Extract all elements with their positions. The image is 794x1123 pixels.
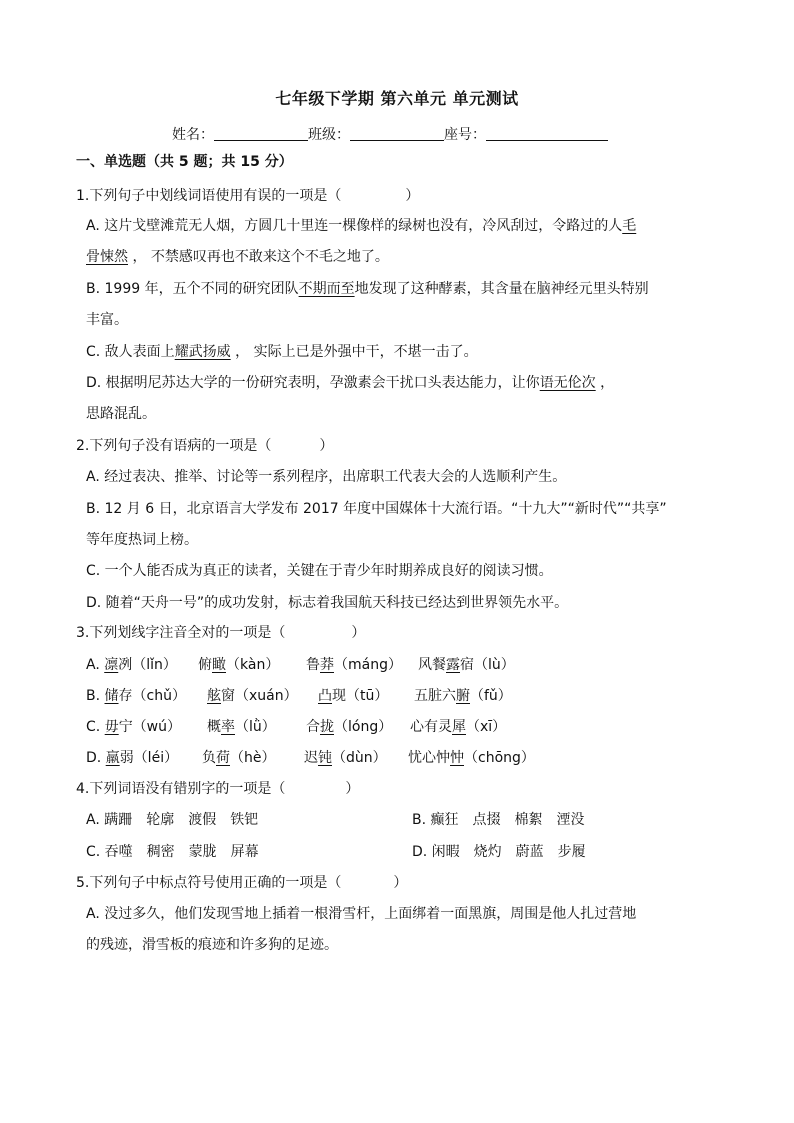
question-3-option-a-word-4 [418, 655, 515, 675]
question-4-stem-text: 4.下列词语没有错别字的一项是（ [76, 781, 286, 797]
section-heading: 一、单选题（共 5 题；共 15 分） [76, 154, 293, 170]
question-1-option-d[interactable] [86, 373, 614, 393]
option-text: （kàn） [226, 657, 280, 673]
seat-blank[interactable] [486, 126, 608, 141]
name-label: 姓名： [172, 127, 214, 143]
underlined-char: 瞰 [212, 657, 226, 673]
underlined-char: 舷 [207, 688, 221, 704]
option-text: 合 [306, 719, 320, 735]
option-text: B. 1999 年，五个不同的研究团队 [86, 281, 299, 297]
option-text: 窗（xuán） [221, 688, 298, 704]
question-3-option-a-word-3 [306, 655, 402, 675]
underlined-char: 腑 [456, 688, 470, 704]
option-text: 俯 [198, 657, 212, 673]
question-3-option-a-word-2 [198, 655, 279, 675]
question-3-option-c[interactable] [86, 717, 181, 737]
option-text: B. [86, 688, 105, 704]
page-title: 七年级下学期 第六单元 单元测试 [275, 89, 519, 108]
underlined-char: 凸 [318, 688, 332, 704]
underlined-char: 忡 [450, 750, 464, 766]
question-3-option-c-word-2 [207, 717, 276, 737]
question-3-option-a[interactable] [86, 655, 177, 675]
underlined-char: 犀 [452, 719, 466, 735]
question-2-option-d[interactable]: D. 随着“天舟一号”的成功发射，标志着我国航天科技已经达到世界领先水平。 [86, 595, 569, 611]
underlined-char: 荷 [216, 750, 230, 766]
option-text: C. [86, 719, 105, 735]
question-2-option-c[interactable]: C. 一个人能否成为真正的读者，关键在于青少年时期养成良好的阅读习惯。 [86, 563, 553, 579]
question-2-option-b[interactable]: B. 12 月 6 日，北京语言大学发布 2017 年度中国媒体十大流行语。“十九大”“新时代”“共享” [86, 501, 667, 517]
question-1-option-b[interactable] [86, 279, 649, 299]
underlined-char: 储 [104, 688, 119, 704]
question-4-stem [76, 779, 359, 799]
name-blank[interactable] [214, 126, 308, 141]
question-5-option-a[interactable]: A. 没过多久，他们发现雪地上插着一根滑雪杆，上面绑着一面黑旗，周围是他人扎过营地 [86, 906, 637, 922]
question-1-option-d-cont: 思路混乱。 [86, 406, 156, 422]
option-text: 冽（lǐn） [118, 657, 177, 673]
option-text: （lǜ） [235, 719, 276, 735]
class-blank[interactable] [350, 126, 444, 141]
underlined-char: 毋 [104, 719, 119, 735]
option-text: 鲁 [306, 657, 320, 673]
question-4-option-c[interactable]: C. 吞噬 稠密 蒙胧 屏幕 [86, 844, 259, 860]
class-label: 班级： [308, 127, 350, 143]
question-4-option-a[interactable]: A. 蹒跚 轮廓 渡假 铁钯 [86, 812, 259, 828]
option-text: （xī） [466, 719, 507, 735]
underlined-char: 凛 [104, 657, 119, 673]
underlined-word: 毛 [622, 218, 637, 234]
underlined-word: 耀武扬威 [174, 344, 231, 360]
question-3-option-d-word-3 [304, 748, 387, 768]
question-2-stem-text: 2.下列句子没有语病的一项是（ [76, 438, 272, 454]
option-text: 存（chǔ） [118, 688, 186, 704]
option-text: 负 [202, 750, 216, 766]
underlined-word: 骨悚然 [86, 249, 128, 265]
question-3-option-d-word-4 [408, 748, 535, 768]
option-text: （lóng） [334, 719, 393, 735]
option-text: ， 实际上已是外强中干，不堪一击了。 [230, 344, 478, 360]
question-4-option-d[interactable]: D. 闲暇 烧灼 蔚蓝 步履 [412, 844, 586, 860]
option-text: D. 根据明尼苏达大学的一份研究表明，孕激素会干扰口头表达能力，让你 [86, 375, 540, 391]
underlined-char: 羸 [105, 750, 120, 766]
underlined-word: 语无伦次 [539, 375, 596, 391]
question-4-close-paren: ） [345, 781, 360, 797]
option-text: 五脏六 [414, 688, 456, 704]
question-1-close-paren: ） [405, 188, 420, 204]
option-text: C. 敌人表面上 [86, 344, 175, 360]
question-1-option-a[interactable] [86, 216, 636, 236]
question-3-option-c-word-4 [410, 717, 506, 737]
option-text: A. [86, 657, 105, 673]
option-text: （dùn） [332, 750, 387, 766]
question-2-option-a[interactable]: A. 经过表决、推举、讨论等一系列程序，出席职工代表大会的人选顺利产生。 [86, 469, 567, 485]
question-2-option-b-cont: 等年度热词上榜。 [86, 532, 198, 548]
underlined-char: 钝 [318, 750, 332, 766]
option-text: ， 不禁感叹再也不敢来这个不毛之地了。 [128, 249, 389, 265]
question-5-stem [76, 873, 407, 893]
option-text: 宿（lù） [460, 657, 515, 673]
question-1-stem-text: 1.下列句子中划线词语使用有误的一项是（ [76, 188, 342, 204]
question-3-option-b-word-2 [207, 686, 298, 706]
option-text: 迟 [304, 750, 318, 766]
student-info-line [172, 124, 608, 144]
underlined-char: 拢 [320, 719, 334, 735]
option-text: （chōng） [464, 750, 535, 766]
option-text: A. 这片戈壁滩荒无人烟，方圆几十里连一棵像样的绿树也没有，冷风刮过，令路过的人 [86, 218, 623, 234]
option-text: 弱（léi） [119, 750, 179, 766]
seat-label: 座号： [444, 127, 486, 143]
underlined-char: 率 [221, 719, 235, 735]
question-3-stem-text: 3.下列划线字注音全对的一项是（ [76, 625, 286, 641]
option-text: 心有灵 [410, 719, 452, 735]
question-5-stem-text: 5.下列句子中标点符号使用正确的一项是（ [76, 875, 342, 891]
question-3-stem [76, 623, 365, 643]
option-text: 宁（wú） [118, 719, 182, 735]
option-text: 忧心忡 [408, 750, 450, 766]
question-4-option-b[interactable]: B. 癫狂 点掇 棉絮 湮没 [412, 812, 585, 828]
option-text: ， [595, 375, 615, 391]
question-3-option-b[interactable] [86, 686, 186, 706]
option-text: 风餐 [418, 657, 446, 673]
question-2-close-paren: ） [319, 438, 334, 454]
underlined-char: 莽 [320, 657, 334, 673]
option-text: 现（tū） [332, 688, 389, 704]
question-1-option-c[interactable] [86, 342, 478, 362]
question-1-stem [76, 186, 419, 206]
option-text: D. [86, 750, 106, 766]
question-5-option-a-cont: 的残迹，滑雪板的痕迹和许多狗的足迹。 [86, 937, 338, 953]
question-1-option-b-cont: 丰富。 [86, 312, 128, 328]
option-text: （hè） [230, 750, 276, 766]
question-3-close-paren: ） [351, 625, 366, 641]
question-3-option-d[interactable] [86, 748, 178, 768]
question-2-stem [76, 436, 333, 456]
underlined-char: 露 [446, 657, 460, 673]
question-1-option-a-cont [86, 247, 389, 267]
underlined-word: 不期而至 [298, 281, 355, 297]
question-3-option-d-word-2 [202, 748, 276, 768]
option-text: （fǔ） [470, 688, 512, 704]
question-3-option-b-word-3 [318, 686, 388, 706]
question-3-option-c-word-3 [306, 717, 392, 737]
option-text: 地发现了这种酵素，其含量在脑神经元里头特别 [354, 281, 649, 297]
question-3-option-b-word-4 [414, 686, 512, 706]
question-5-close-paren: ） [393, 875, 408, 891]
option-text: （máng） [334, 657, 402, 673]
option-text: 概 [207, 719, 221, 735]
